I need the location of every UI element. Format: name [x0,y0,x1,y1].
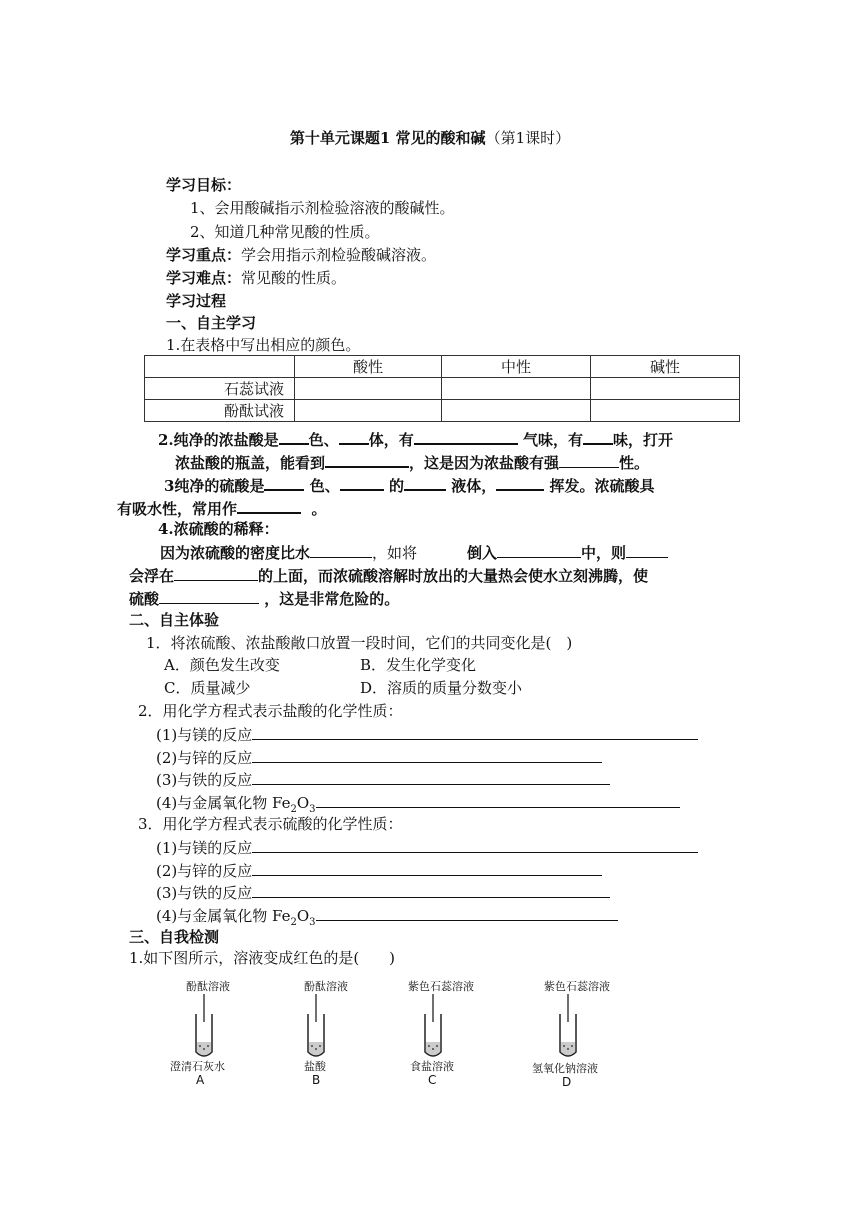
item-label: (2)与锌的反应 [156,749,253,767]
section1-q4-heading: 4.浓硫酸的稀释： [158,520,279,538]
answer-line[interactable] [252,860,602,876]
table-cell[interactable] [295,378,442,400]
q4-text-g: 硫酸 [129,590,160,608]
blank[interactable] [310,542,372,558]
section1-q4-line3 [129,588,399,609]
blank[interactable] [325,451,409,468]
q4-text-a: 因为浓硫酸的密度比水 [160,544,311,562]
section1-heading: 一、自主学习 [166,314,257,332]
dropper-label: 酚酞溶液 [186,980,230,993]
process-heading: 学习过程 [166,292,227,310]
blank[interactable] [159,588,259,604]
q3-text-d: 液体， [451,477,497,495]
dropper-label: 紫色石蕊溶液 [544,980,610,993]
blank[interactable] [174,565,258,581]
hcl-item-2 [156,747,602,768]
table-cell[interactable] [442,378,591,400]
test-tube-figure [160,978,640,1088]
section1-q3-line2 [117,497,326,519]
title-sub: （第1课时） [485,129,571,147]
dropper-label: 酚酞溶液 [304,980,348,993]
table-row-label: 石蕊试液 [145,378,295,400]
answer-line[interactable] [252,882,610,898]
answer-line[interactable] [252,837,698,853]
h2so4-item-3 [156,882,610,903]
blank[interactable] [497,542,581,558]
q3-text-c: 的 [388,477,404,495]
section2-heading: 二、自主体验 [129,611,220,629]
difficulty-text: 常见酸的性质。 [241,269,347,287]
hcl-item-1 [156,724,698,745]
q2-text-h: 性。 [619,454,650,472]
item-label: (2)与锌的反应 [156,862,253,880]
q2-text-b: 色、 [308,431,339,449]
q3-text-g: 。 [311,500,327,518]
blank[interactable] [626,542,668,558]
blank[interactable] [559,452,619,468]
answer-line[interactable] [316,905,618,921]
q4-text-f: 的上面，而浓硫酸溶解时放出的大量热会使水立刻沸腾，使 [258,567,649,585]
section2-q2-stem: 2．用化学方程式表示盐酸的化学性质： [138,702,403,720]
q3-text-b: 色、 [309,477,340,495]
item-label: (1)与镁的反应 [156,839,253,857]
option-letter: B [312,1073,321,1087]
q3-text-a: 3纯净的硫酸是 [164,477,265,495]
color-table [144,355,740,422]
h2so4-item-2 [156,860,602,881]
option-c[interactable]: C．质量减少 [164,679,251,697]
option-b[interactable]: B．发生化学变化 [360,656,477,674]
difficulty [166,268,346,288]
tube-a[interactable] [160,978,250,1088]
blank[interactable] [414,428,518,445]
hcl-item-3 [156,769,610,790]
subscript: 2 [290,804,297,815]
table-row [145,378,740,400]
item-label: (3)与铁的反应 [156,771,253,789]
option-letter: A [196,1073,205,1087]
answer-line[interactable] [252,747,602,763]
q2-text-c: 体，有 [368,431,414,449]
blank[interactable] [404,474,446,491]
item-label: (4)与金属氧化物 Fe [156,794,291,812]
option-letter: C [428,1073,437,1087]
dropper-label: 紫色石蕊溶液 [408,980,474,993]
answer-line[interactable] [316,792,680,808]
option-letter: D [562,1075,572,1089]
q2-text-a: 2.纯净的浓盐酸是 [158,431,279,449]
subscript: 3 [309,804,316,815]
table-header-cell: 中性 [442,356,591,378]
q4-text-c: 倒入 [467,544,498,562]
tube-b[interactable] [290,978,370,1088]
answer-line[interactable] [252,769,610,785]
title-main: 第十单元课题1 常见的酸和碱 [289,129,486,147]
option-d[interactable]: D．溶质的质量分数变小 [360,679,523,697]
page-title [0,128,860,148]
objectives-heading: 学习目标： [166,176,242,194]
blank[interactable] [264,474,304,491]
item-label: (1)与镁的反应 [156,726,253,744]
q2-text-g: ，这是因为浓盐酸有强 [409,454,560,472]
section2-q1-stem: 1．将浓硫酸、浓盐酸敞口放置一段时间，它们的共同变化是( ) [146,634,573,652]
objective-item-1: 1、会用酸碱指示剂检验溶液的酸碱性。 [190,199,455,217]
table-cell[interactable] [591,400,740,422]
q4-text-h: ，这是非常危险的。 [264,590,400,608]
key-point [166,245,436,265]
tube-c[interactable] [400,978,500,1088]
q2-text-f: 浓盐酸的瓶盖，能看到 [175,454,326,472]
table-cell[interactable] [442,400,591,422]
table-header-row [145,356,740,378]
key-point-text: 学会用指示剂检验酸碱溶液。 [241,246,437,264]
table-header-cell [145,356,295,378]
section1-q4-line1 [160,542,668,563]
h2so4-item-1 [156,837,698,858]
solution-label: 盐酸 [304,1060,326,1073]
q2-text-e: 味，打开 [612,431,673,449]
table-cell[interactable] [591,378,740,400]
item-label: (3)与铁的反应 [156,884,253,902]
solution-label: 食盐溶液 [410,1060,454,1073]
option-a[interactable]: A．颜色发生改变 [164,656,280,674]
item-label: (4)与金属氧化物 Fe [156,907,291,925]
solution-label: 氢氧化钠溶液 [532,1062,598,1075]
section3-heading: 三、自我检测 [129,928,220,946]
subscript: 2 [290,917,297,928]
blank[interactable] [340,474,384,491]
section2-q3-stem: 3．用化学方程式表示硫酸的化学性质： [138,815,403,833]
blank[interactable] [279,428,309,445]
q4-text-b: ，如将 [372,544,418,562]
section1-q1: 1.在表格中写出相应的颜色。 [166,336,361,354]
difficulty-label: 学习难点： [166,269,242,287]
table-header-cell: 碱性 [591,356,740,378]
q3-text-e: 挥发。浓硫酸具 [549,477,655,495]
blank[interactable] [496,474,544,491]
section1-q4-line2 [129,565,648,586]
q4-text-e: 会浮在 [129,567,175,585]
formula-part: O [296,794,310,812]
section3-q1: 1.如下图所示，溶液变成红色的是( ) [129,949,396,967]
table-header-cell: 酸性 [295,356,442,378]
formula-part: O [296,907,310,925]
blank[interactable] [583,428,613,445]
test-tube-icon [290,992,370,1072]
q2-text-d: 气味，有 [522,431,583,449]
key-point-label: 学习重点： [166,246,242,264]
answer-line[interactable] [252,724,698,740]
q4-text-d: 中，则 [581,544,627,562]
objective-item-2: 2、知道几种常见酸的性质。 [190,223,380,241]
h2so4-item-4 [156,905,618,933]
blank[interactable] [339,428,369,445]
blank[interactable] [237,497,301,514]
section1-q2-line2 [175,451,649,473]
subscript: 3 [309,917,316,928]
section1-q2-line1 [158,428,673,450]
solution-label: 澄清石灰水 [170,1060,225,1073]
table-cell[interactable] [295,400,442,422]
q3-text-f: 有吸水性，常用作 [117,500,238,518]
table-row-label: 酚酞试液 [145,400,295,422]
section1-q3-line1 [164,474,654,496]
tube-d[interactable] [532,978,640,1088]
table-row [145,400,740,422]
